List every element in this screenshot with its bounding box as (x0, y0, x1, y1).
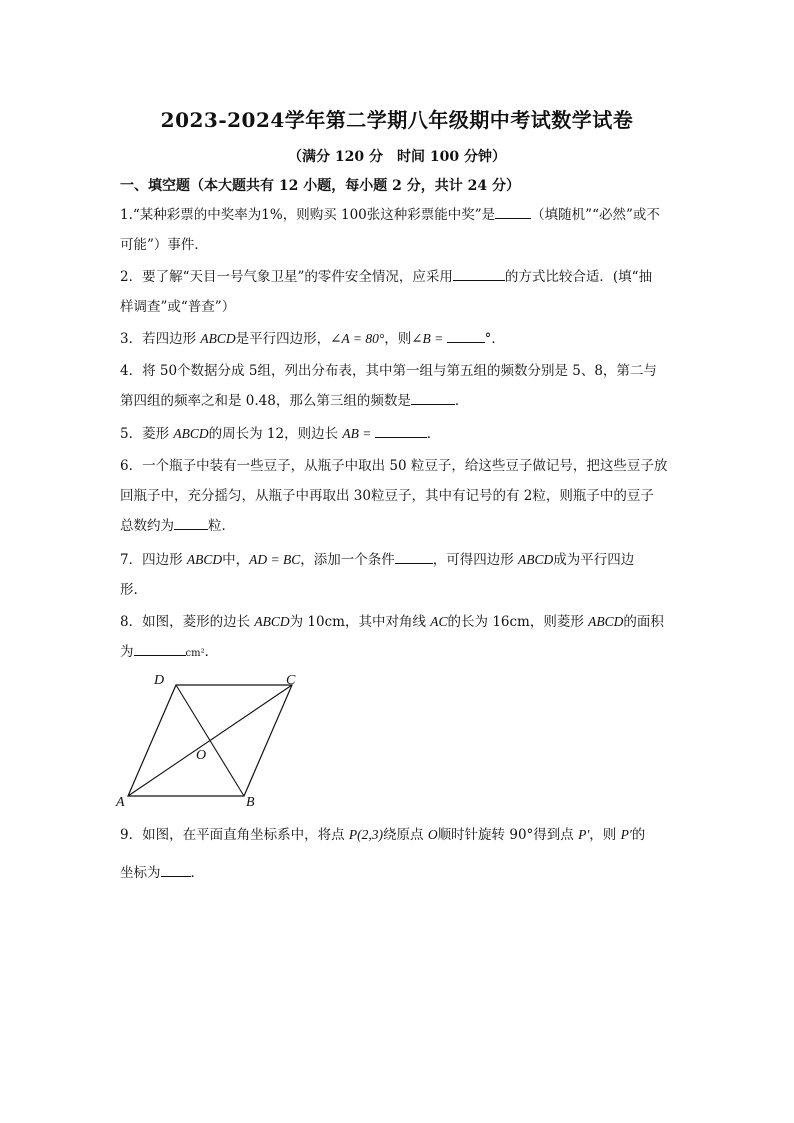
exam-subtitle: （满分 120 分 时间 100 分钟） (288, 149, 506, 165)
section-heading: 一、填空题（本大题共有 12 小题，每小题 2 分，共计 24 分） (120, 178, 520, 194)
question-2-line1 (120, 262, 680, 292)
q8-end: 的面积 (623, 614, 664, 630)
question-6 (120, 451, 680, 541)
question-6-line2: 回瓶子中，充分摇匀，从瓶子中再取出 30粒豆子，其中有记号的有 2粒，则瓶子中的豆子 (120, 488, 654, 504)
question-4 (120, 356, 680, 416)
vertex-label-b: B (246, 795, 255, 810)
q3-text: 3．若四边形 (120, 331, 201, 347)
question-2 (120, 262, 680, 322)
question-7 (120, 545, 680, 605)
q3-angle-a: ∠A = 80° (330, 331, 385, 346)
vertex-label-c: C (286, 673, 296, 688)
q4-end: ． (454, 393, 469, 409)
q1-text-b: （填随机”“必然”或不 (531, 207, 660, 223)
question-9-line1 (120, 820, 680, 850)
q9-end2: ． (190, 865, 204, 881)
question-8-line1 (120, 607, 680, 637)
q5-end: ． (426, 426, 441, 442)
question-1-line1 (120, 200, 680, 230)
q7-cond: AD = BC (249, 552, 301, 567)
q7-abcd: ABCD (186, 552, 223, 567)
q5-text: 5．菱形 (120, 426, 174, 442)
vertex-label-a: A (116, 795, 125, 810)
q8-text: 8．如图，菱形的边长 (120, 614, 255, 630)
question-4-line2 (120, 386, 680, 416)
vertex-label-d: D (154, 673, 165, 688)
question-1-line2: 可能”）事件． (120, 237, 208, 253)
question-7-line2: 形. (120, 582, 138, 598)
q9-mid2: 顺时针旋转 90°得到点 (437, 827, 579, 843)
question-9 (120, 820, 680, 888)
rhombus-figure (112, 668, 312, 813)
q9-mid3: ，则 (589, 827, 621, 843)
q8-unit: cm² (185, 648, 205, 659)
answer-blank[interactable] (495, 204, 531, 219)
answer-blank[interactable] (447, 328, 485, 343)
answer-blank[interactable] (134, 641, 186, 656)
exam-title: 2023-2024学年第二学期八年级期中考试数学试卷 (160, 108, 634, 132)
question-5 (120, 419, 680, 449)
q8-abcd: ABCD (254, 614, 290, 629)
question-1 (120, 200, 680, 260)
answer-blank[interactable] (161, 862, 191, 877)
q6-end: 粒． (208, 518, 235, 534)
q5-abcd: ABCD (173, 426, 209, 441)
q8-abcd2: ABCD (588, 614, 624, 629)
q7-abcd2: ABCD (518, 552, 554, 567)
q9-point-pp: P′ (578, 827, 590, 842)
q2-text-b: 的方式比较合适．(填“抽 (504, 269, 653, 285)
q5-ab: AB = (342, 426, 375, 441)
q1-text: 1.“某种彩票的中奖率为1%，则购买 100张这种彩票能中奖”是 (120, 207, 496, 223)
q6-text: 总数约为 (120, 518, 174, 534)
q7-end: 成为平行四边 (553, 552, 635, 568)
q3-abcd: ABCD (200, 331, 236, 346)
answer-blank[interactable] (411, 390, 455, 405)
question-4-line1: 4．将 50个数据分成 5组，列出分布表，其中第一组与第五组的频数分别是 5、8，第二与 (120, 363, 657, 379)
q3-mid2: ，则 (384, 331, 412, 347)
q3-end: °． (484, 331, 505, 347)
q9-end: 的 (631, 827, 646, 843)
answer-blank[interactable] (453, 266, 505, 281)
center-label-o: O (196, 748, 207, 763)
q2-text: 2．要了解“天目一号气象卫星”的零件安全情况，应采用 (120, 269, 453, 285)
question-3 (120, 324, 680, 354)
q3-mid: 是平行四边形， (235, 331, 331, 347)
q9-point-p: P(2,3) (348, 827, 384, 842)
q9-text: 9．如图，在平面直角坐标系中，将点 (120, 827, 349, 843)
q8-mid: 为 10cm，其中对角线 (289, 614, 431, 630)
q7-mid2: ，添加一个条件 (300, 552, 395, 568)
q7-mid3: ，可得四边形 (432, 552, 519, 568)
q9-point-pp2: P′ (620, 827, 632, 842)
answer-blank[interactable] (174, 515, 208, 530)
question-6-line1: 6．一个瓶子中装有一些豆子，从瓶子中取出 50 粒豆子，给这些豆子做记号，把这些豆子放 (120, 458, 668, 474)
question-9-line2 (120, 858, 680, 888)
q4-text: 第四组的频率之和是 0.48，那么第三组的频数是 (120, 393, 411, 409)
q7-mid: 中， (222, 552, 250, 568)
q8-mid2: 的长为 16cm，则菱形 (447, 614, 589, 630)
q9-mid: 绕原点 (383, 827, 428, 843)
q5-mid: 的周长为 12，则边长 (208, 426, 343, 442)
question-8-line2 (120, 637, 680, 669)
q8-end2: ． (204, 644, 219, 660)
q3-angle-b: ∠B = (411, 331, 447, 346)
question-2-line2: 样调查”或“普查”） (120, 299, 236, 315)
diagonal-bd (176, 685, 244, 796)
q7-text: 7．四边形 (120, 552, 187, 568)
answer-blank[interactable] (395, 549, 433, 564)
question-7-line1 (120, 545, 680, 575)
question-8 (120, 607, 680, 669)
q9-origin: O (427, 827, 438, 842)
q8-ac: AC (430, 614, 448, 629)
question-6-line3 (120, 511, 680, 541)
answer-blank[interactable] (375, 423, 427, 438)
q9-text-2: 坐标为 (120, 865, 161, 881)
q8-text-2: 为 (120, 644, 134, 660)
